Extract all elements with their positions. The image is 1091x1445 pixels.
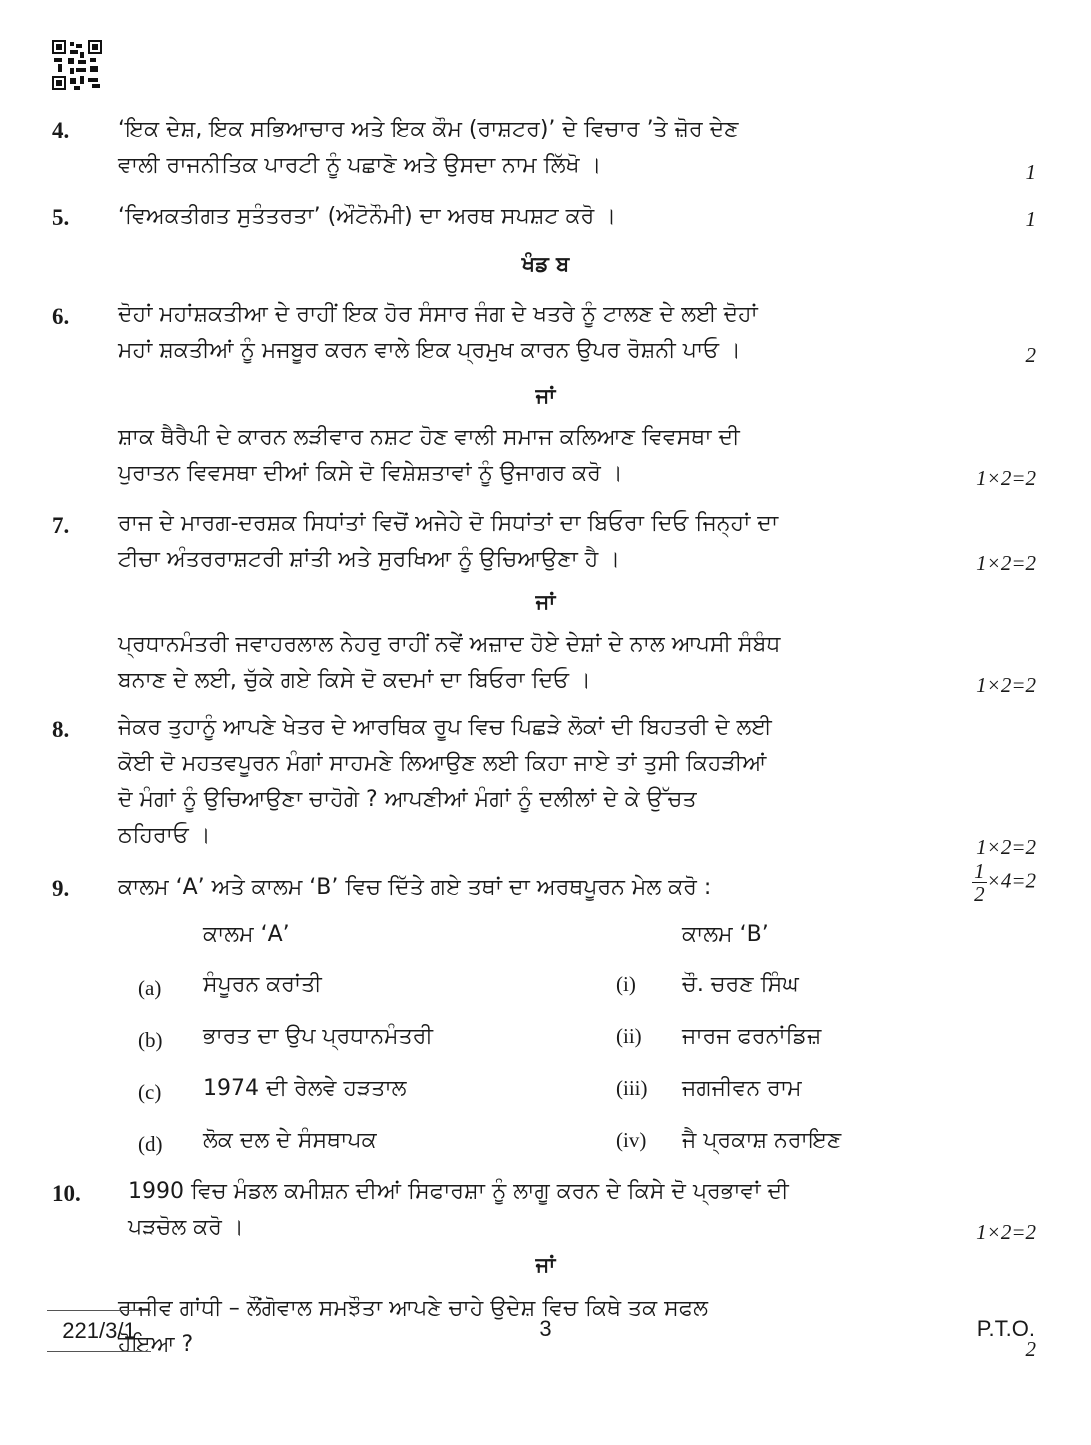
marks: 1×2=2 xyxy=(976,673,1036,697)
item-label: (b) xyxy=(138,1028,163,1052)
marks: 1×2=2 xyxy=(976,551,1036,575)
column-a-item: ਭਾਰਤ ਦਾ ਉਪ ਪ੍ਰਧਾਨਮੰਤਰੀ xyxy=(203,1024,433,1049)
question-line: ਟੀਚਾ ਅੰਤਰਰਾਸ਼ਟਰੀ ਸ਼ਾਂਤੀ ਅਤੇ ਸੁਰਖਿਆ ਨੂੰ ਉਚਿਆਉਣਾ ਹੈ । xyxy=(118,547,621,572)
alternate-question-text xyxy=(118,627,986,699)
marks: 1×2=2 xyxy=(976,835,1036,859)
question-number: 10. xyxy=(52,1181,81,1206)
marks: 2 xyxy=(1025,343,1036,367)
marks: 1 xyxy=(1025,207,1036,231)
item-label: (c) xyxy=(138,1080,162,1104)
question-number: 7. xyxy=(52,513,70,538)
column-a-heading: ਕਾਲਮ ‘A’ xyxy=(203,922,290,947)
question-line: ਕੋਈ ਦੋ ਮਹਤਵਪੂਰਨ ਮੰਗਾਂ ਸਾਹਮਣੇ ਲਿਆਉਣ ਲਈ ਕਿਹਾ ਜਾਏ ਤਾਂ ਤੁਸੀ ਕਿਹੜੀਆਂ xyxy=(118,751,767,776)
question-line: ‘ਇਕ ਦੇਸ਼, ਇਕ ਸਭਿਆਚਾਰ ਅਤੇ ਇਕ ਕੌਮ (ਰਾਸ਼ਟਰ)’ ਦੇ ਵਿਚਾਰ ’ਤੇ ਜ਼ੋਰ ਦੇਣ xyxy=(118,117,739,142)
fraction xyxy=(972,860,987,905)
question-line: 1990 ਵਿਚ ਮੰਡਲ ਕਮੀਸ਼ਨ ਦੀਆਂ ਸਿਫਾਰਸ਼ਾ ਨੂੰ ਲਾਗੂ ਕਰਨ ਦੇ ਕਿਸੇ ਦੋ ਪ੍ਰਭਾਵਾਂ ਦੀ xyxy=(128,1179,789,1204)
question-line: ਬਨਾਣ ਦੇ ਲਈ, ਚੁੱਕੇ ਗਏ ਕਿਸੇ ਦੋ ਕਦਮਾਂ ਦਾ ਬਿਓਰਾ ਦਿਓ । xyxy=(118,668,591,693)
column-a-item: 1974 ਦੀ ਰੇਲਵੇ ਹੜਤਾਲ xyxy=(203,1076,407,1101)
item-label: (iv) xyxy=(616,1128,647,1152)
marks: 1×2=2 xyxy=(976,1220,1036,1244)
question-text xyxy=(118,710,986,854)
marks xyxy=(972,860,1036,905)
column-b-item: ਜੈ ਪ੍ਰਕਾਸ਼ ਨਰਾਇਣ xyxy=(682,1128,842,1153)
item-label: (i) xyxy=(616,972,636,996)
question-line: ਠਹਿਰਾਓ । xyxy=(118,823,211,848)
column-b-item: ਚੌ. ਚਰਣ ਸਿੰਘ xyxy=(682,972,799,997)
marks-multiplier: ×4=2 xyxy=(986,868,1036,893)
marks: 2 xyxy=(1025,1337,1036,1361)
question-line: ਪ੍ਰਧਾਨਮੰਤਰੀ ਜਵਾਹਰਲਾਲ ਨੇਹਰੁ ਰਾਹੀਂ ਨਵੇਂ ਅਜ਼ਾਦ ਹੋਏ ਦੇਸ਼ਾਂ ਦੇ ਨਾਲ ਆਪਸੀ ਸੰਬੰਧ xyxy=(118,632,781,657)
question-line: ਦੋ ਮੰਗਾਂ ਨੂੰ ਉਚਿਆਉਣਾ ਚਾਹੋਗੇ ? ਆਪਣੀਆਂ ਮੰਗਾਂ ਨੂੰ ਦਲੀਲਾਂ ਦੇ ਕੇ ਉੱਚਤ xyxy=(118,787,697,812)
question-text xyxy=(118,199,986,235)
question-text xyxy=(118,112,986,184)
question-text xyxy=(118,506,986,578)
question-line: ਮਹਾਂ ਸ਼ਕਤੀਆਂ ਨੂੰ ਮਜਬੂਰ ਕਰਨ ਵਾਲੇ ਇਕ ਪ੍ਰਮੁਖ ਕਾਰਨ ਉਪਰ ਰੋਸ਼ਨੀ ਪਾਓ । xyxy=(118,338,741,363)
marks: 1 xyxy=(1025,160,1036,184)
item-label: (iii) xyxy=(616,1076,648,1100)
question-number: 4. xyxy=(52,118,70,143)
question-text xyxy=(118,870,986,906)
question-line: ਰਾਜੀਵ ਗਾਂਧੀ – ਲੌਂਗੋਵਾਲ ਸਮਝੌਤਾ ਆਪਣੇ ਚਾਹੇ ਉਦੇਸ਼ ਵਿਚ ਕਿਥੇ ਤਕ ਸਫਲ xyxy=(118,1296,708,1321)
column-b-heading: ਕਾਲਮ ‘B’ xyxy=(682,922,769,947)
column-b-item: ਜਾਰਜ ਫਰਨਾਂਡਿਜ਼ xyxy=(682,1024,822,1049)
question-line: ਹੋਇਆ ? xyxy=(118,1332,194,1357)
question-line: ‘ਵਿਅਕਤੀਗਤ ਸੁਤੰਤਰਤਾ’ (ਔਟੋਨੌਮੀ) ਦਾ ਅਰਥ ਸਪਸ਼ਟ ਕਰੋ । xyxy=(118,204,617,229)
or-heading: ਜਾਂ xyxy=(535,384,556,408)
question-line: ਪੁਰਾਤਨ ਵਿਵਸਥਾ ਦੀਆਂ ਕਿਸੇ ਦੋ ਵਿਸ਼ੇਸ਼ਤਾਵਾਂ ਨੂੰ ਉਜਾਗਰ ਕਰੋ । xyxy=(118,461,623,486)
question-line: ਵਾਲੀ ਰਾਜਨੀਤਿਕ ਪਾਰਟੀ ਨੂੰ ਪਛਾਣੋ ਅਤੇ ਉਸਦਾ ਨਾਮ ਲਿੱਖੋ । xyxy=(118,153,602,178)
question-line: ਦੋਹਾਂ ਮਹਾਂਸ਼ਕਤੀਆ ਦੇ ਰਾਹੀਂ ਇਕ ਹੋਰ ਸੰਸਾਰ ਜੰਗ ਦੇ ਖਤਰੇ ਨੂੰ ਟਾਲਣ ਦੇ ਲਈ ਦੋਹਾਂ xyxy=(118,302,758,327)
question-line: ਸ਼ਾਕ ਥੈਰੈਪੀ ਦੇ ਕਾਰਨ ਲੜੀਵਾਰ ਨਸ਼ਟ ਹੋਣ ਵਾਲੀ ਸਮਾਜ ਕਲਿਆਣ ਵਿਵਸਥਾ ਦੀ xyxy=(118,425,740,450)
question-line: ਰਾਜ ਦੇ ਮਾਰਗ-ਦਰਸ਼ਕ ਸਿਧਾਂਤਾਂ ਵਿਚੋਂ ਅਜੇਹੇ ਦੋ ਸਿਧਾਂਤਾਂ ਦਾ ਬਿਓਰਾ ਦਿਓ ਜਿਨ੍ਹਾਂ ਦਾ xyxy=(118,511,779,536)
alternate-question-text xyxy=(118,420,986,492)
paper-code-text: 221/3/1 xyxy=(62,1318,136,1343)
question-text xyxy=(118,297,986,369)
question-line: ਪੜਚੋਲ ਕਰੋ । xyxy=(128,1215,244,1240)
question-line: ਕਾਲਮ ‘A’ ਅਤੇ ਕਾਲਮ ‘B’ ਵਿਚ ਦਿੱਤੇ ਗਏ ਤਥਾਂ ਦਾ ਅਰਥਪੂਰਨ ਮੇਲ ਕਰੋ : xyxy=(118,875,712,900)
question-number: 6. xyxy=(52,304,70,329)
question-number: 5. xyxy=(52,205,70,230)
section-heading: ਖੰਡ ਬ xyxy=(521,252,570,276)
question-line: ਜੇਕਰ ਤੁਹਾਨੂੰ ਆਪਣੇ ਖੇਤਰ ਦੇ ਆਰਥਿਕ ਰੂਪ ਵਿਚ ਪਿਛੜੇ ਲੋਕਾਂ ਦੀ ਬਿਹਤਰੀ ਦੇ ਲਈ xyxy=(118,715,772,740)
item-label: (ii) xyxy=(616,1024,642,1048)
item-label: (d) xyxy=(138,1132,163,1156)
column-b-item: ਜਗਜੀਵਨ ਰਾਮ xyxy=(682,1076,802,1101)
question-number: 9. xyxy=(52,876,70,901)
marks: 1×2=2 xyxy=(976,466,1036,490)
page-number: 3 xyxy=(539,1316,552,1341)
item-label: (a) xyxy=(138,976,162,1000)
column-a-item: ਸੰਪੂਰਨ ਕਰਾਂਤੀ xyxy=(203,972,322,997)
please-turn-over: P.T.O. xyxy=(976,1316,1035,1341)
or-heading: ਜਾਂ xyxy=(535,1253,556,1277)
fraction-denominator: 2 xyxy=(974,882,985,906)
fraction-numerator: 1 xyxy=(974,859,985,883)
question-number: 8. xyxy=(52,717,70,742)
question-text xyxy=(128,1174,986,1246)
or-heading: ਜਾਂ xyxy=(535,590,556,614)
column-a-item: ਲੋਕ ਦਲ ਦੇ ਸੰਸਥਾਪਕ xyxy=(203,1128,377,1153)
qr-code-icon xyxy=(52,40,102,90)
